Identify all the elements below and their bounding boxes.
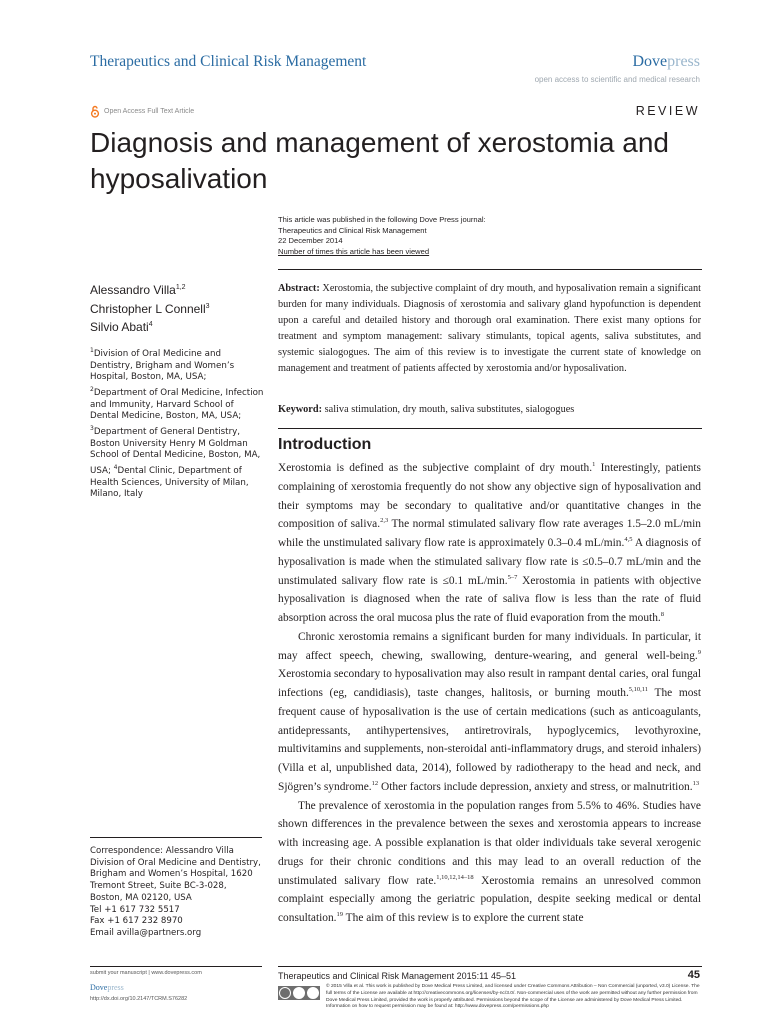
abstract-top-rule	[278, 269, 702, 270]
page-number: 45	[687, 969, 700, 981]
correspondence-line: Division of Oral Medicine and Dentistry,	[90, 857, 261, 868]
footer-dovepress-logo[interactable]: Dovepress	[90, 983, 124, 992]
author: Alessandro Villa$^{1,2}$	[90, 283, 186, 297]
pubinfo-journal: Therapeutics and Clinical Risk Management	[278, 225, 427, 235]
paragraph: Chronic xerostomia remains a significant burden for many individuals. In particular, it may affect speech, chewing, swallowing, denture-wearing, and general well-being.$^9$ Xerostomia secondary to hyposalivation may also result in rampant dental caries, oral fungal infections (eg, candidiasis), taste changes, halitosis, or burning mouth.$^{5,10,11}$ The most frequent cause of hyposalivation is the use of certain medications (such as anticoagulants, antidepressants, antihypertensives, antiretrovirals, hypoglycemics, levothyroxine, multivitamins and supplements, non-steroidal anti-inflammatory drugs, and steroid inhalers) (Villa et al, unpublished data, 2014), followed by radiotherapy to the head and neck, and Sjögren’s syndrome.$^{12}$ Other factors include depression, anxiety and stress, or malnutrition.$^{13}$	[278, 630, 701, 793]
affiliations: $^1$Division of Oral Medicine and Dentistry, Brigham and Women’s Hospital, Boston, MA, USA; $^2$Department of Oral Medicine, Infection and Immunity, Harvard School of Dental Medicine, Boston, MA, USA; $^3$Department of General Dentistry, Boston University Henry M Goldman School of Dental Medicine, Boston, MA, USA; $^4$Dental Clinic, Department of Health Sciences, University of Milan, Milano, Italy	[90, 347, 264, 500]
open-access-label	[90, 105, 194, 118]
correspondence-line: Brigham and Women’s Hospital, 1620	[90, 869, 253, 880]
logo-press: press	[667, 53, 700, 70]
section-heading-introduction: Introduction	[278, 436, 372, 453]
correspondence	[90, 846, 270, 940]
creative-commons-icon[interactable]	[278, 986, 320, 1000]
correspondence-line: Fax +1 617 232 8970	[90, 916, 183, 927]
publisher-tagline: open access to scientific and medical research	[534, 75, 700, 84]
introduction-body	[278, 459, 701, 928]
paragraph: The prevalence of xerostomia in the population ranges from 5.5% to 46%. Studies have shown differences in the prevalence between the sexes and xerostomia appears to increase with increasing age. A possible explanation is that older individuals take several xerogenic drugs for their chronic conditions and this may lead to an overall reduction of the unstimulated salivary flow rate.$^{1,10,12,14-18}$ Xerostomia remains an unresolved common complaint especially among the geriatric population, despite seeking medical or dental consultation.$^{19}$ The aim of this review is to explore the current state	[278, 799, 701, 924]
open-access-text: Open Access Full Text Article	[104, 108, 195, 115]
correspondence-line: Boston, MA 02120, USA	[90, 892, 192, 903]
footer-rule-left	[90, 966, 262, 967]
abstract-text: Xerostomia, the subjective complaint of dry mouth, and hyposalivation remain a significant burden for many individuals. Diagnosis of xerostomia and salivary gland hypofunction is dependent upon a careful and detailed history and thorough oral examination. There exist many options for treatment and symptom management: salivary stimulants, topical agents, saliva substitutes, and systemic sialogogues. The aim of this review is to investigate the current state of knowledge on management and treatment of patients affected by xerostomia and/or hyposalivation.	[278, 283, 701, 374]
correspondence-email[interactable]: Email avilla@partners.org	[90, 927, 202, 938]
publication-info	[278, 215, 486, 257]
keyword-label: Keyword:	[278, 404, 323, 415]
correspondence-line: Tremont Street, Suite BC-3-028,	[90, 881, 227, 892]
author-list	[90, 280, 210, 336]
article-title: Diagnosis and management of xerostomia and hyposalivation	[90, 127, 670, 194]
abstract-label: Abstract:	[278, 283, 320, 294]
keywords	[278, 402, 701, 417]
author: Christopher L Connell$^3$	[90, 301, 210, 316]
correspondence-line: Tel +1 617 732 5517	[90, 904, 180, 915]
correspondence-line: Correspondence: Alessandro Villa	[90, 846, 234, 856]
keyword-text: saliva stimulation, dry mouth, saliva substitutes, sialogogues	[322, 404, 575, 415]
journal-citation: Therapeutics and Clinical Risk Management 2015:11 45–51	[278, 971, 516, 981]
correspondence-rule	[90, 837, 262, 838]
article-type: REVIEW	[635, 104, 700, 118]
abstract	[278, 281, 701, 376]
pubinfo-date: 22 December 2014	[278, 236, 343, 246]
journal-name[interactable]: Therapeutics and Clinical Risk Management	[90, 53, 367, 70]
doi-link[interactable]: http://dx.doi.org/10.2147/TCRM.S76282	[90, 996, 188, 1002]
dovepress-logo[interactable]	[632, 53, 700, 71]
license-text: © 2015 Villa et al. This work is published by Dove Medical Press Limited, and licensed under Creative Commons Attribution – Non Commercial (unported, v3.0) License. The full terms of the License are available at http://creativecommons.org/licenses/by-nc/3.0/. Non-commercial uses of the work are permitted without any further permission from Dove Medical Press Limited, provided the work is properly attributed. Permissions beyond the scope of the License are administered by Dove Medical Press Limited. Information on how to request permission may be found at: http://www.dovepress.com/permissions.php	[326, 984, 700, 1010]
intro-top-rule	[278, 428, 702, 429]
open-access-icon	[90, 105, 100, 118]
submit-manuscript-link[interactable]: submit your manuscript | www.dovepress.com	[90, 970, 202, 976]
pubinfo-line: This article was published in the following Dove Press journal:	[278, 215, 486, 224]
views-link[interactable]: Number of times this article has been viewed	[278, 246, 430, 256]
footer-rule-right	[278, 966, 702, 967]
author: Silvio Abati$^4$	[90, 320, 153, 334]
paragraph: Xerostomia is defined as the subjective complaint of dry mouth.$^1$ Interestingly, patients complaining of xerostomia frequently do not show any objective sign of hyposalivation and their symptoms may be secondary to qualitative and/or quantitative changes in the composition of saliva.$^{2,3}$ The normal stimulated salivary flow rate averages 1.5–2.0 mL/min while the unstimulated salivary flow rate is approximately 0.3–0.4 mL/min.$^{4,5}$ A diagnosis of hyposalivation is made when the stimulated salivary flow rate is ≤0.5–0.7 mL/min and the unstimulated salivary flow rate is ≤0.1 mL/min.$^{5-7}$ Xerostomia in patients with objective hyposalivation is diagnosed when the rate of saliva flow is less than the rate of fluid absorption across the oral mucosa plus the rate of fluid evaporation from the mouth.$^8$	[278, 461, 702, 624]
logo-dove: Dove	[632, 53, 668, 70]
